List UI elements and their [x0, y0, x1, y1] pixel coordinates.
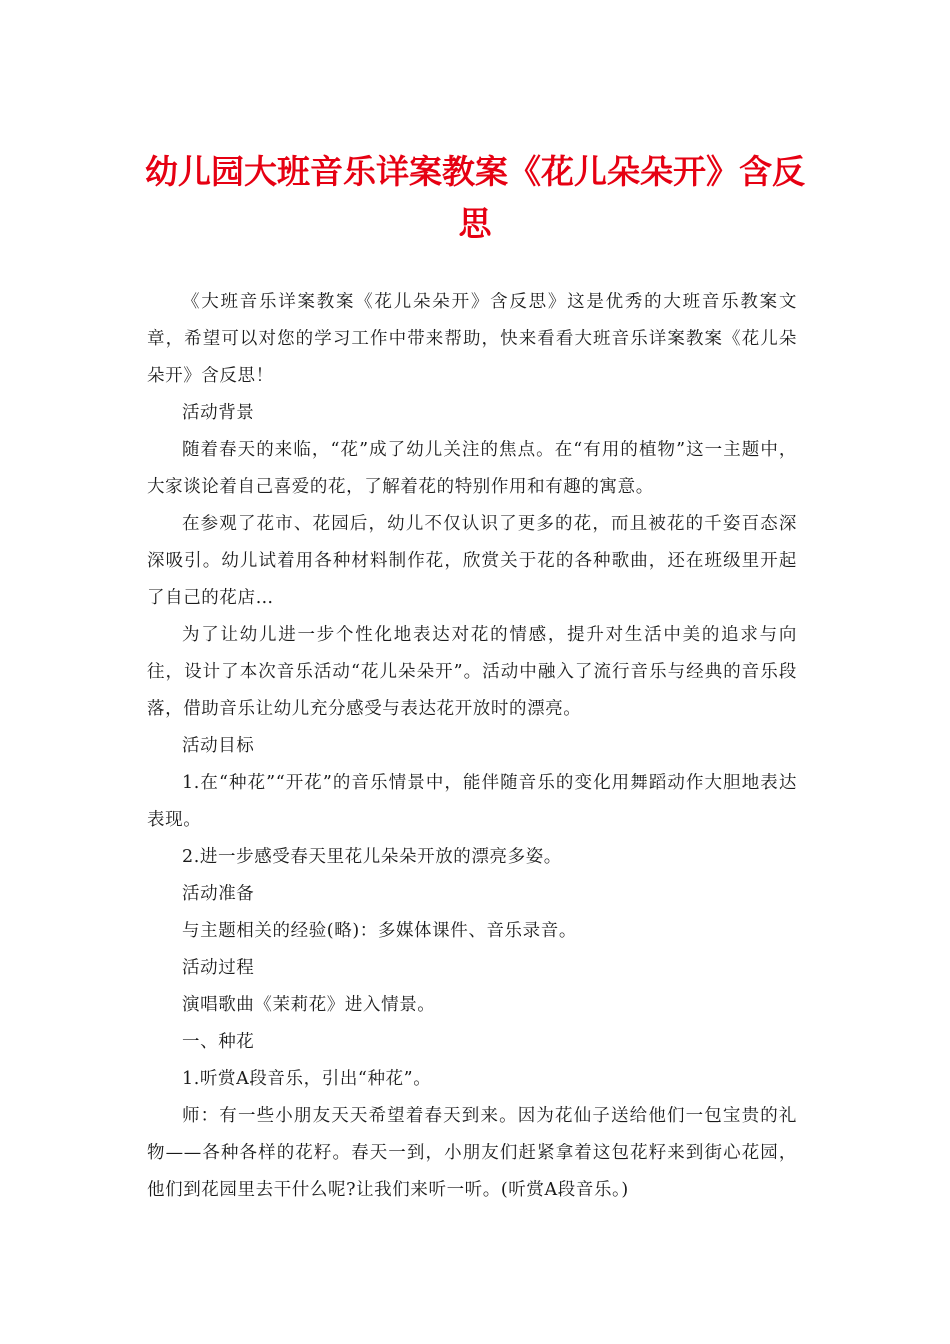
section-heading-process: 活动过程	[182, 958, 255, 978]
body-paragraph: 师：有一些小朋友天天希望着春天到来。因为花仙子送给他们一包宝贵的礼物——各种各样的花籽。春天一到，小朋友们赶紧拿着这包花籽来到街心花园，他们到花园里去干什么呢?让我们来听一听。(听赏A段音乐。)	[147, 1106, 797, 1200]
goal-item: 1.在“种花”“开花”的音乐情景中，能伴随音乐的变化用舞蹈动作大胆地表达表现。	[147, 773, 797, 830]
step-item: 1.听赏A段音乐，引出“种花”。	[182, 1069, 432, 1089]
section-heading-goals: 活动目标	[182, 736, 255, 756]
body-paragraph: 在参观了花市、花园后，幼儿不仅认识了更多的花，而且被花的千姿百态深深吸引。幼儿试着用各种材料制作花，欣赏关于花的各种歌曲，还在班级里开起了自己的花店…	[147, 514, 797, 608]
document-body	[147, 284, 797, 1209]
body-paragraph: 与主题相关的经验(略)：多媒体课件、音乐录音。	[182, 921, 577, 941]
body-paragraph: 为了让幼儿进一步个性化地表达对花的情感，提升对生活中美的追求与向往，设计了本次音乐活动“花儿朵朵开”。活动中融入了流行音乐与经典的音乐段落，借助音乐让幼儿充分感受与表达花开放时的漂亮。	[147, 625, 797, 719]
body-paragraph: 演唱歌曲《茉莉花》进入情景。	[182, 995, 436, 1015]
body-paragraph: 随着春天的来临，“花”成了幼儿关注的焦点。在“有用的植物”这一主题中，大家谈论着自己喜爱的花，了解着花的特别作用和有趣的寓意。	[147, 440, 797, 497]
section-heading-preparation: 活动准备	[182, 884, 255, 904]
section-heading-background: 活动背景	[182, 403, 255, 423]
document-title: 幼儿园大班音乐详案教案《花儿朵朵开》含反思	[145, 152, 805, 243]
subsection-heading-planting: 一、种花	[182, 1032, 255, 1052]
goal-item: 2.进一步感受春天里花儿朵朵开放的漂亮多姿。	[182, 847, 562, 867]
intro-paragraph: 《大班音乐详案教案《花儿朵朵开》含反思》这是优秀的大班音乐教案文章，希望可以对您的学习工作中带来帮助，快来看看大班音乐详案教案《花儿朵朵开》含反思！	[147, 292, 797, 386]
